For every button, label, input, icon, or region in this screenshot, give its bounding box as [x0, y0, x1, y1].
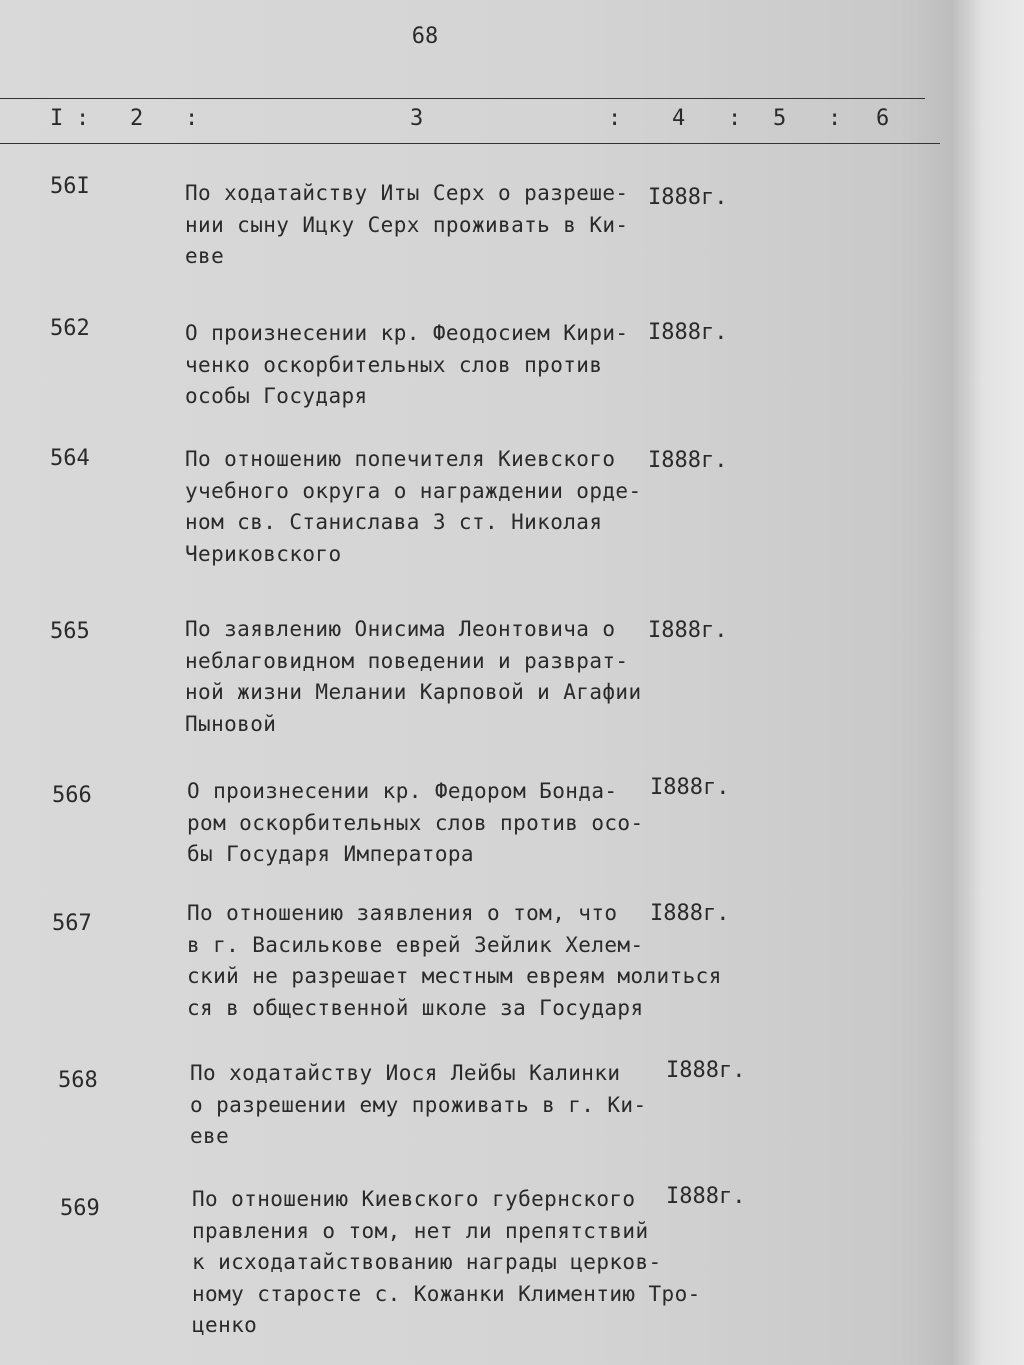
entry-line: к исходатайствованию награды церков- [192, 1250, 662, 1274]
entry-year: I888г. [666, 1058, 746, 1083]
entry-line: О произнесении кр. Феодосием Кири- [185, 321, 629, 345]
entry-line: ченко оскорбительных слов против [185, 352, 603, 377]
entry-line: еве [185, 244, 225, 268]
entry-line: ся в общественной школе за Государя [187, 995, 644, 1020]
entry-description [185, 444, 655, 570]
entry-line: учебного округа о награждении орде- [185, 478, 642, 503]
column-number-4: 4 [672, 106, 686, 131]
entry-year: I888г. [666, 1184, 746, 1209]
entry-description [185, 318, 655, 413]
entry-line: Чериковского [185, 541, 342, 566]
entry-description [185, 614, 655, 740]
entry-description [187, 776, 657, 871]
entry-line: По ходатайству Иося Лейбы Калинки [190, 1061, 621, 1085]
column-number-2: 2 [130, 106, 144, 131]
entry-line: о разрешении ему проживать в г. Ки- [190, 1092, 647, 1117]
entry-line: ному старосте с. Кожанки Климентию Тро- [192, 1281, 701, 1306]
entry-line: нии сыну Ицку Серх проживать в Ки- [185, 212, 629, 237]
entry-year: I888г. [648, 448, 728, 473]
entry-number: 569 [60, 1196, 100, 1221]
entry-number: 562 [50, 316, 90, 341]
entry-number: 566 [52, 783, 92, 808]
entry-year: I888г. [650, 775, 730, 800]
column-number-5: 5 [773, 106, 787, 131]
column-number-3: 3 [410, 106, 424, 131]
entry-line: ной жизни Мелании Карповой и Агафии [185, 680, 642, 704]
entry-year: I888г. [648, 185, 728, 210]
entry-description [185, 178, 655, 273]
entry-line: ценко [192, 1313, 258, 1337]
entry-description [190, 1058, 660, 1153]
column-separator: : [828, 106, 842, 131]
entry-line: По заявлению Онисима Леонтовича о [185, 617, 616, 641]
entry-description [192, 1184, 701, 1342]
entry-line: неблаговидном поведении и разврат- [185, 648, 629, 673]
entry-line: правления о том, нет ли препятствий [192, 1218, 649, 1243]
entry-line: в г. Василькове еврей Зейлик Хелем- [187, 932, 644, 957]
entry-line: По отношению заявления о том, что [187, 901, 618, 925]
entry-number: 56I [50, 174, 90, 199]
entry-line: По отношению Киевского губернского [192, 1187, 636, 1211]
entry-line: особы Государя [185, 384, 368, 408]
entry-year: I888г. [648, 320, 728, 345]
entry-year: I888г. [648, 618, 728, 643]
column-separator: : [185, 106, 199, 131]
header-rule-bottom [0, 143, 940, 144]
entry-line: ном св. Станислава 3 ст. Николая [185, 510, 603, 534]
header-rule-top [0, 98, 925, 99]
entry-year: I888г. [650, 901, 730, 926]
entry-number: 568 [58, 1068, 98, 1093]
entry-number: 564 [50, 446, 90, 471]
column-number-1: I [50, 106, 64, 131]
column-number-6: 6 [876, 106, 890, 131]
entry-number: 565 [50, 619, 90, 644]
page-number: 68 [411, 24, 439, 49]
entry-number: 567 [52, 911, 92, 936]
entry-line: еве [190, 1124, 230, 1148]
entry-line: ский не разрешает местным евреям молиться [187, 964, 722, 988]
column-separator: : [76, 106, 90, 131]
entry-line: Пыновой [185, 711, 277, 736]
entry-line: По отношению попечителя Киевского [185, 447, 616, 471]
column-separator: : [728, 106, 742, 131]
entry-line: бы Государя Императора [187, 842, 474, 866]
entry-line: О произнесении кр. Федором Бонда- [187, 779, 618, 803]
column-separator: : [608, 106, 622, 131]
entry-line: По ходатайству Иты Серх о разреше- [185, 181, 629, 205]
entry-line: ром оскорбительных слов против осо- [187, 810, 644, 835]
